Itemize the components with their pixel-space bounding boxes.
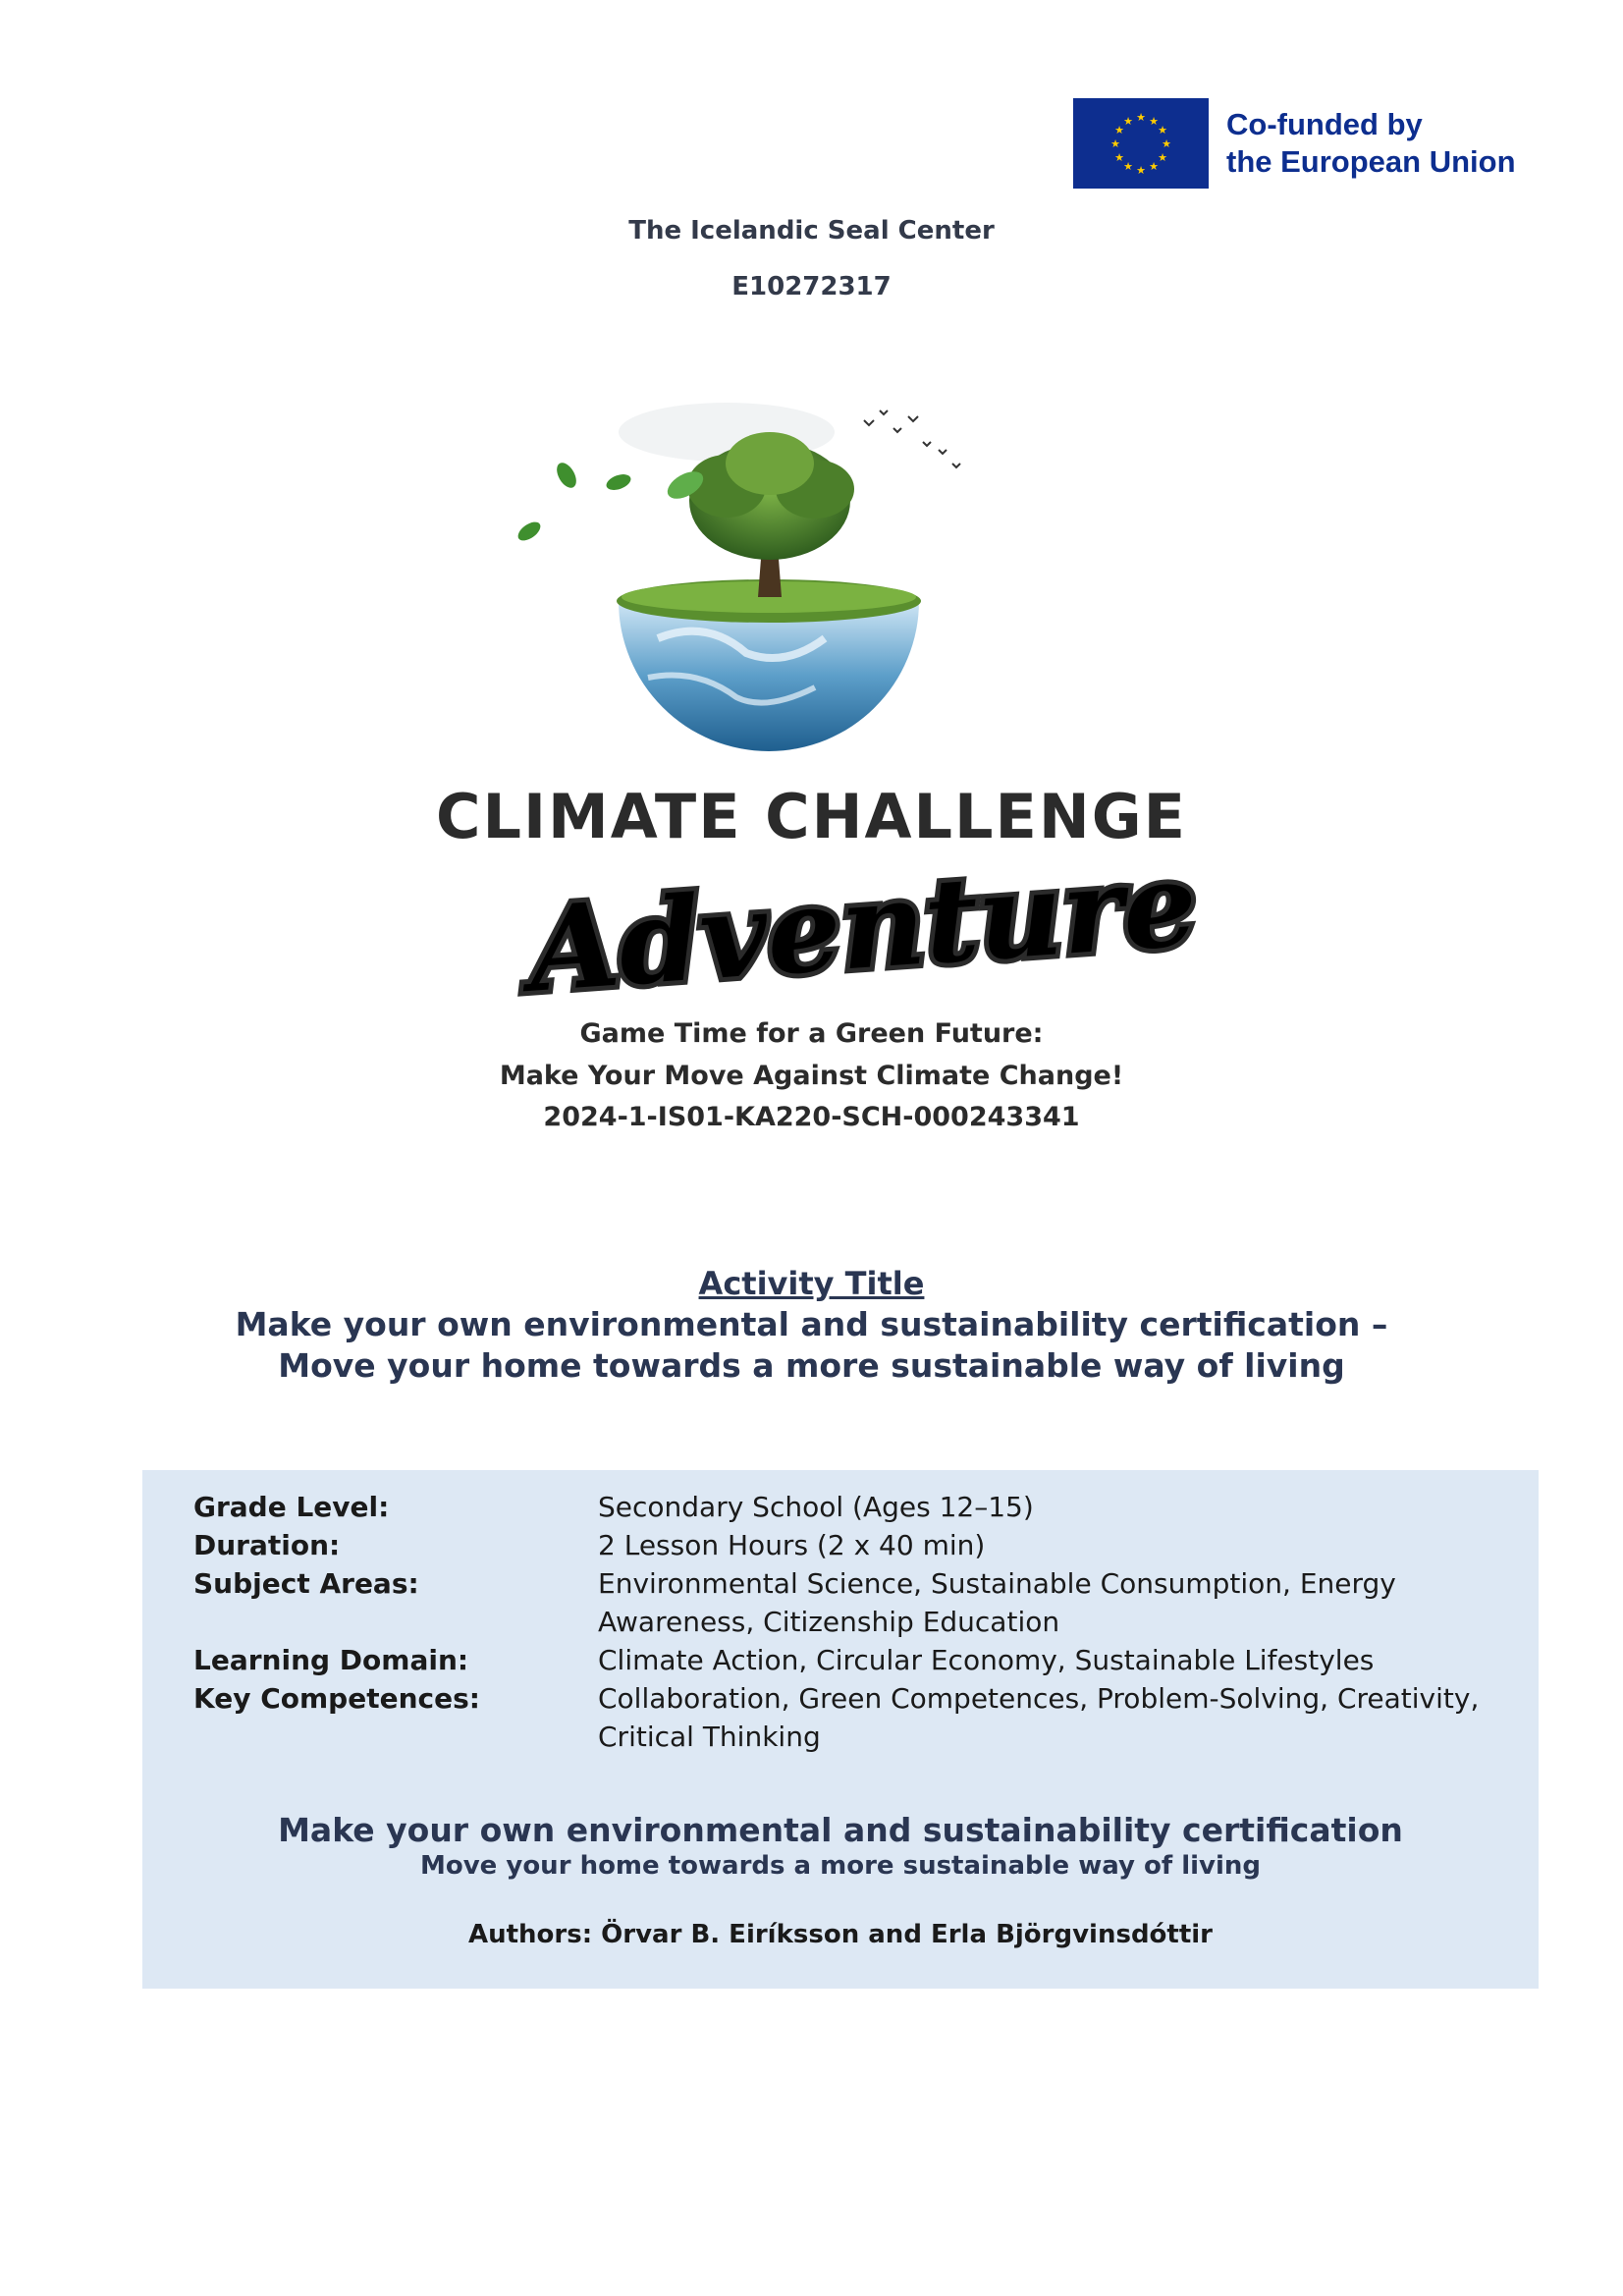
svg-text:★: ★ xyxy=(1110,137,1120,150)
info-row-subject-areas xyxy=(193,1564,1509,1641)
organization-name: The Icelandic Seal Center xyxy=(628,216,995,246)
activity-title: Make your own environmental and sustainability certification – Move your home towards a more sustainable way of living xyxy=(235,1305,1388,1385)
organization-code: E10272317 xyxy=(731,272,892,301)
svg-text:★: ★ xyxy=(1123,115,1133,128)
info-value: 2 Lesson Hours (2 x 40 min) xyxy=(598,1529,986,1561)
info-value: Collaboration, Green Competences, Problem-Solving, Creativity, Critical Thinking xyxy=(598,1682,1480,1753)
svg-text:★: ★ xyxy=(1123,160,1133,173)
tagline-line2: Make Your Move Against Climate Change! xyxy=(499,1061,1124,1091)
svg-text:★: ★ xyxy=(1114,124,1124,137)
svg-text:★: ★ xyxy=(1149,160,1159,173)
svg-text:★: ★ xyxy=(1162,137,1171,150)
info-row-key-competences xyxy=(193,1679,1509,1756)
eu-flag-icon xyxy=(1073,98,1209,189)
authors: Authors: Örvar B. Eiríksson and Erla Björgvinsdóttir xyxy=(467,1920,1214,1949)
info-row-learning-domain xyxy=(193,1641,1509,1679)
info-label: Learning Domain: xyxy=(193,1644,469,1676)
info-label: Subject Areas: xyxy=(193,1567,419,1600)
svg-text:★: ★ xyxy=(1158,151,1167,164)
svg-text:★: ★ xyxy=(1158,124,1167,137)
info-value: Environmental Science, Sustainable Consumption, Energy Awareness, Citizenship Education xyxy=(598,1567,1396,1638)
svg-text:★: ★ xyxy=(1136,111,1146,124)
svg-text:★: ★ xyxy=(1114,151,1124,164)
flying-leaves xyxy=(514,460,707,544)
activity-info-box xyxy=(142,1470,1539,1989)
svg-text:★: ★ xyxy=(1149,115,1159,128)
adventure-script-title xyxy=(524,835,1202,1018)
svg-text:★: ★ xyxy=(1136,164,1146,177)
adventure-text: Adventure xyxy=(524,835,1202,1018)
info-label: Duration: xyxy=(193,1529,341,1561)
box-subtitle: Move your home towards a more sustainable way of living xyxy=(420,1851,1261,1881)
climate-challenge-title: CLIMATE CHALLENGE xyxy=(435,781,1188,852)
info-row-grade-level xyxy=(193,1488,1509,1526)
info-label: Grade Level: xyxy=(193,1491,390,1523)
activity-heading: Activity Title xyxy=(698,1265,925,1302)
eu-logo-line1: Co-funded by xyxy=(1226,107,1423,141)
info-value: Climate Action, Circular Economy, Sustainable Lifestyles xyxy=(598,1644,1375,1676)
box-title: Make your own environmental and sustainability certification xyxy=(278,1811,1403,1849)
info-row-duration xyxy=(193,1526,1509,1564)
tagline-line1: Game Time for a Green Future: xyxy=(579,1018,1044,1049)
eu-logo-line2: the European Union xyxy=(1226,144,1516,179)
eu-logo-text xyxy=(1226,106,1516,181)
eu-cofunded-logo xyxy=(1073,98,1516,189)
info-value: Secondary School (Ages 12–15) xyxy=(598,1491,1034,1523)
info-label: Key Competences: xyxy=(193,1682,480,1715)
birds xyxy=(864,410,960,467)
project-code: 2024-1-IS01-KA220-SCH-000243341 xyxy=(543,1102,1080,1132)
tree-globe-illustration xyxy=(491,373,1041,766)
activity-info-table xyxy=(193,1488,1509,1756)
